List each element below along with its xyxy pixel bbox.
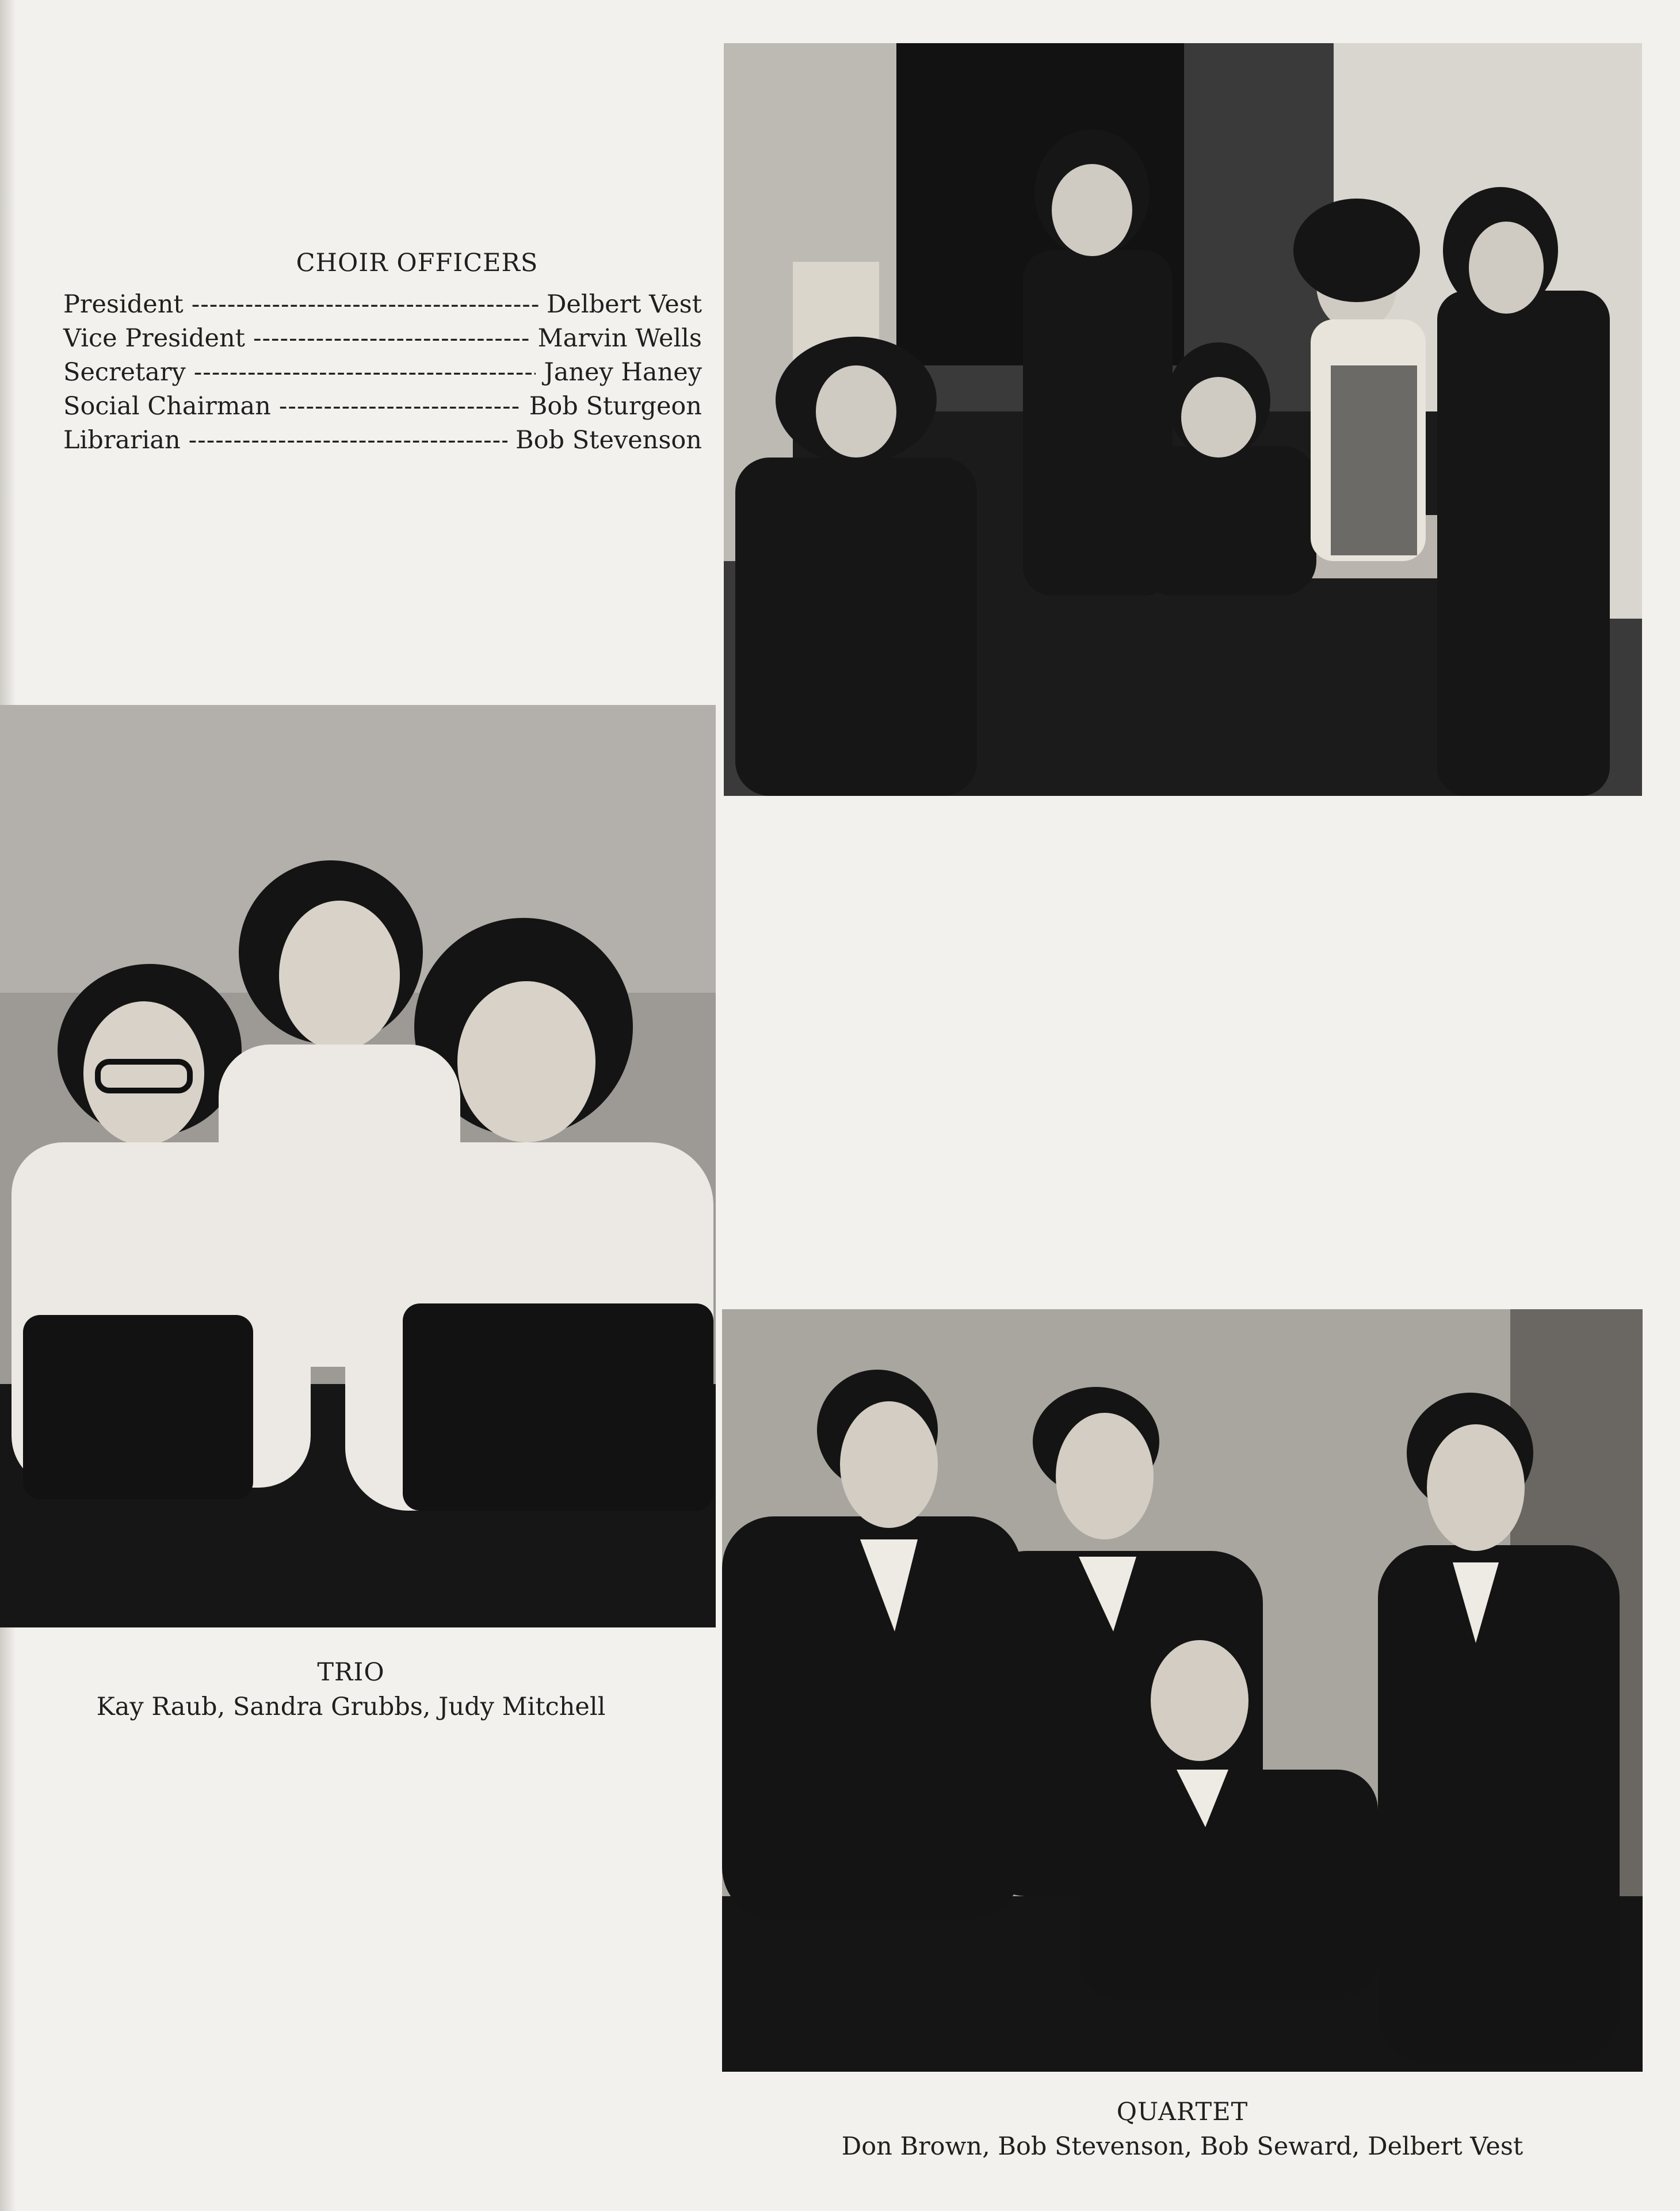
choir-officers-list [63, 249, 702, 458]
officer-role: Librarian [63, 426, 181, 455]
dotted-leader [279, 390, 521, 424]
quartet-photo [722, 1309, 1643, 2072]
trio-photo [0, 705, 716, 1627]
officer-role: Secretary [63, 358, 186, 387]
dotted-leader [253, 322, 530, 356]
trio-title: TRIO [317, 1658, 385, 1687]
officer-row [63, 322, 702, 356]
choir-officers-title: CHOIR OFFICERS [296, 249, 539, 277]
quartet-caption [748, 2095, 1617, 2164]
officer-name: Bob Stevenson [516, 426, 702, 455]
officer-role: Vice President [63, 324, 245, 353]
officer-name: Marvin Wells [537, 324, 702, 353]
officer-row [63, 424, 702, 458]
dotted-leader [189, 424, 507, 458]
officer-row [63, 356, 702, 390]
quartet-names: Don Brown, Bob Stevenson, Bob Seward, Delbert Vest [841, 2132, 1524, 2161]
choir-officers-photo [724, 43, 1642, 796]
dotted-leader [192, 288, 539, 322]
dotted-leader [194, 356, 536, 390]
officer-name: Janey Haney [544, 358, 702, 387]
officer-row [63, 390, 702, 424]
officer-row [63, 288, 702, 322]
quartet-title: QUARTET [1116, 2098, 1248, 2126]
officer-role: Social Chairman [63, 392, 271, 421]
trio-names: Kay Raub, Sandra Grubbs, Judy Mitchell [96, 1692, 606, 1721]
trio-caption [35, 1655, 667, 1724]
officer-role: President [63, 290, 184, 319]
officer-name: Delbert Vest [546, 290, 702, 319]
officer-name: Bob Sturgeon [529, 392, 702, 421]
